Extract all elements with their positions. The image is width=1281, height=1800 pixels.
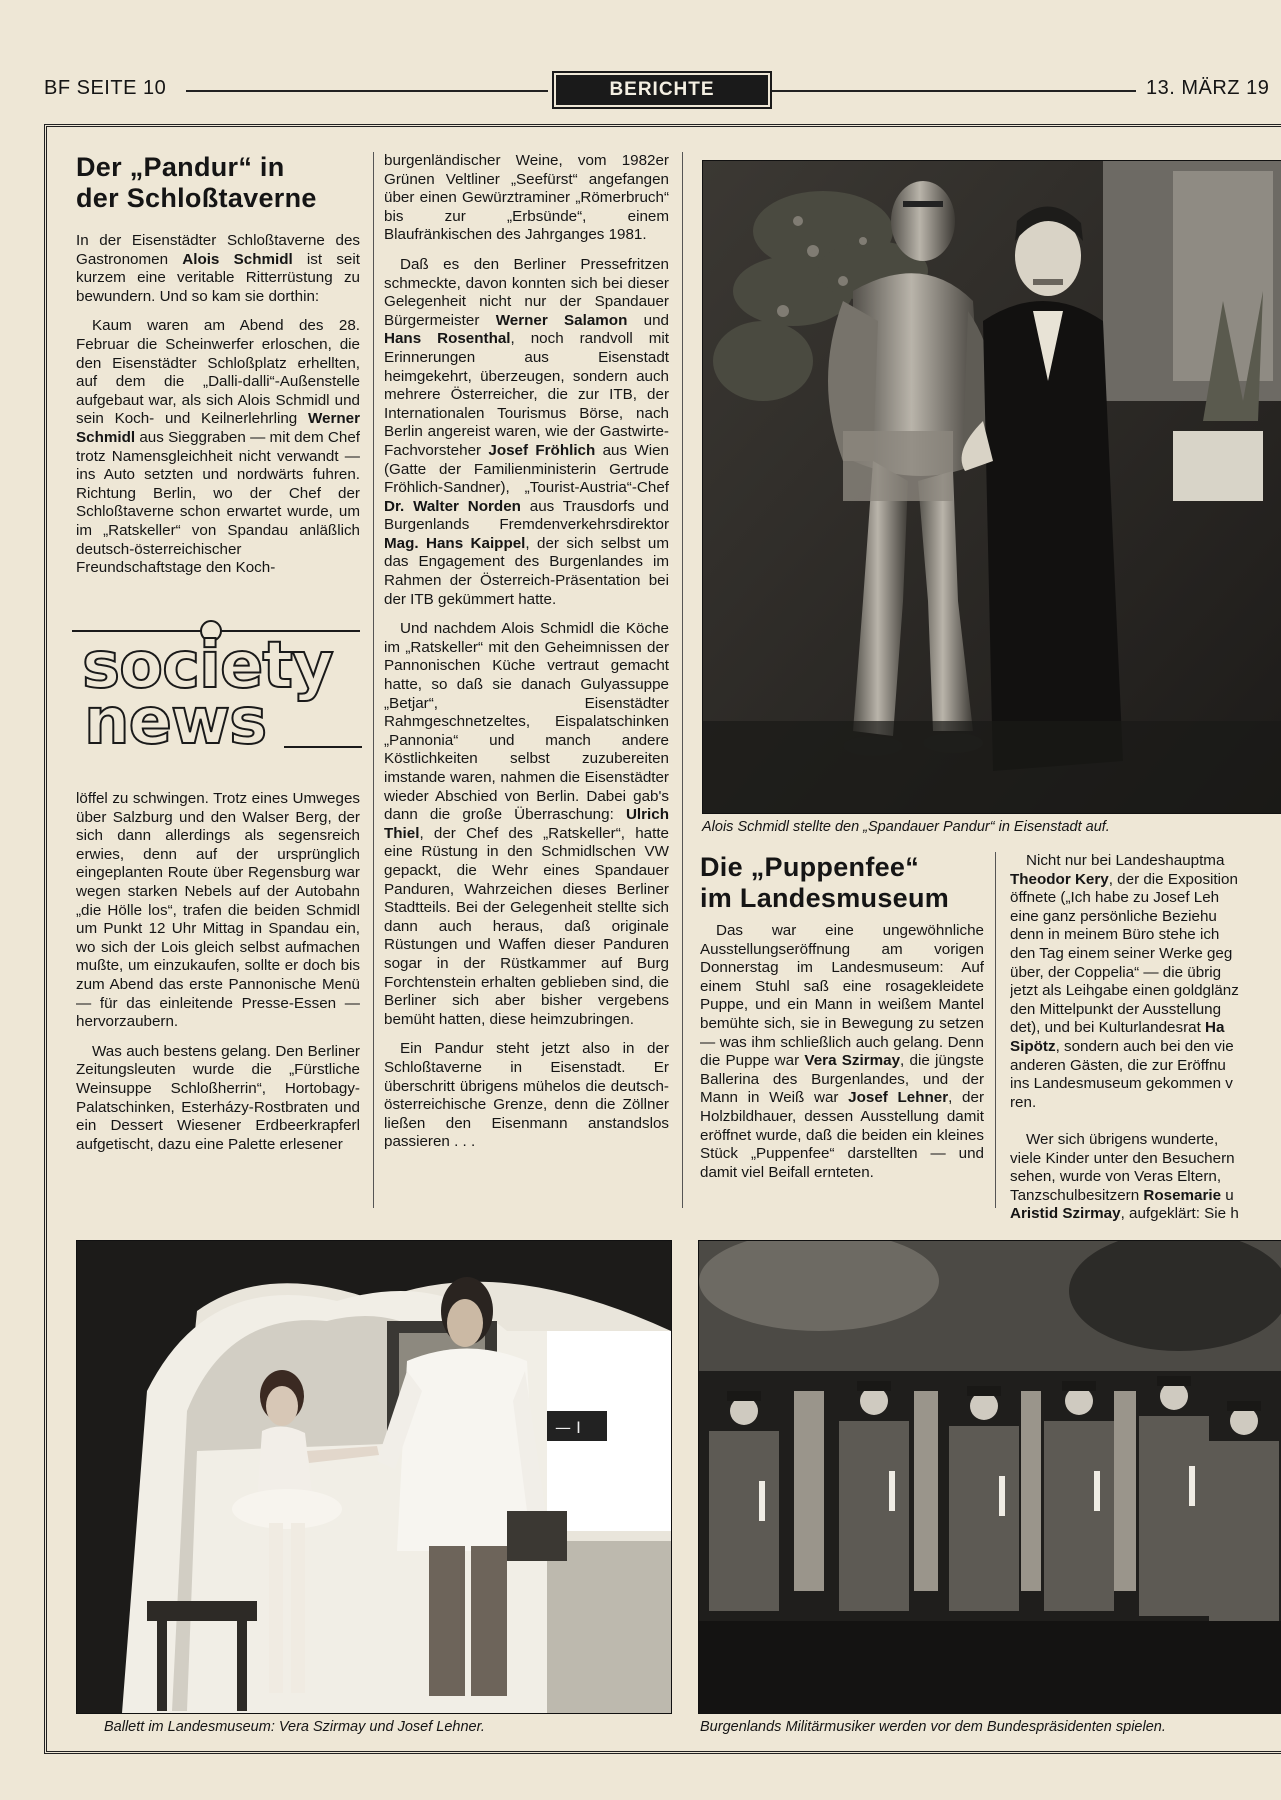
article2-col2-line: viele Kinder unter den Besuchern — [1010, 1149, 1235, 1167]
article2-col2-line: den Tag einem seiner Werke geg — [1010, 944, 1233, 962]
article1-col1-top — [76, 232, 360, 589]
military-band-photo — [698, 1240, 1281, 1714]
article2-headline-line1: Die „Puppenfee“ — [700, 852, 920, 882]
article1-col1-bottom — [76, 790, 360, 1165]
article2-col2-line: Nicht nur bei Landeshauptma — [1026, 852, 1225, 869]
article1-paragraph: Was auch bestens gelang. Den Berliner Zeitungsleuten wurde die „Fürstliche Weinsuppe Schloßherrin“, Hortobagy-Palatschinken, Esterházy-Rostbraten und ein Dessert Wiesener Erdbeerkrapferl aufgetischt, dazu eine Palette erlesener — [76, 1042, 360, 1153]
sign-text: — I — [555, 1418, 581, 1437]
article1-paragraph: Ein Pandur steht jetzt also in der Schloßtaverne in Eisenstadt. Er überschritt übrigens mühelos die deutsch-österreichische Grenze, denn die Zöllner ließen den Eisenmann anstandslos passieren . . . — [384, 1040, 669, 1151]
page-number: BF SEITE 10 — [44, 77, 167, 99]
article2-col2-line: ren. — [1010, 1093, 1037, 1111]
header-rule-left — [186, 90, 548, 92]
article1-paragraph: In der Eisenstädter Schloßtaverne des Gastronomen Alois Schmidl ist seit kurzem eine veritable Ritterrüstung zu bewundern. Und so kam sie dorthin: — [76, 232, 360, 305]
column-rule — [682, 152, 683, 1208]
article2-col2-line: Aristid Szirmay, aufgeklärt: Sie h — [1010, 1205, 1239, 1223]
ballet-photo — [76, 1240, 672, 1714]
article1-paragraph: löffel zu schwingen. Trotz eines Umweges über Salzburg und den Walser Berg, der sich dann allerdings als segensreich erwies, denn auf der ursprünglich eingeplanten Route über Regensburg war wegen starken Nebels auf der Autobahn „die Hölle los“, trafen die beiden Schmidl um Punkt 12 Uhr Mittag in Spandau ein, wo sich der Lois gleich selbst aufmachen mußte, um einzukaufen, sollte er doch bis zum Abend das erste Pannonische Menü — für das einleitende Presse-Essen — hervorzaubern. — [76, 790, 360, 1031]
section-badge: BERICHTE — [556, 75, 768, 105]
article2-col2-line: det), und bei Kulturlandesrat Ha — [1010, 1019, 1225, 1037]
article2-col2-line: Tanzschulbesitzern Rosemarie u — [1010, 1186, 1234, 1204]
article2-col2-line: jetzt als Leihgabe einen goldglänz — [1010, 982, 1239, 1000]
article2-col2-line: anderen Gästen, die zur Eröffnu — [1010, 1056, 1226, 1074]
article2-headline-line2: im Landesmuseum — [700, 883, 950, 913]
military-band-illustration — [699, 1241, 1281, 1713]
military-band-caption: Burgenlands Militärmusiker werden vor dem Bundespräsidenten spielen. — [700, 1719, 1166, 1735]
pandur-photo-caption: Alois Schmidl stellte den „Spandauer Pandur“ in Eisenstadt auf. — [702, 819, 1110, 835]
article2-col2-line: denn in meinem Büro stehe ich — [1010, 926, 1220, 944]
article1-headline-line1: Der „Pandur“ in — [76, 152, 285, 182]
article2-col2 — [1010, 852, 1281, 1224]
pandur-photo-illustration — [703, 161, 1281, 813]
society-news-logo — [72, 624, 362, 760]
pandur-photo — [702, 160, 1281, 814]
article1-headline — [76, 152, 366, 214]
article2-col1 — [700, 922, 984, 1182]
column-rule — [373, 152, 374, 1208]
logo-rule-bottom — [284, 746, 362, 748]
article1-paragraph: Kaum waren am Abend des 28. Februar die Scheinwerfer erloschen, die den Eisenstädter Schloßplatz erhellten, auf dem die „Dalli-dalli“-Außenstelle aufgebaut war, als sich Alois Schmidl und sein Koch- und Keilnerlehrling Werner Schmidl aus Sieggraben — mit dem Chef trotz Namensgleichheit nicht verwandt — ins Auto setzten und nordwärts fuhren. Richtung Berlin, wo der Chef der Schloßtaverne schon erwartet wurde, um im „Ratskeller“ von Spandau anläßlich deutsch-österreichischer Freundschaftstage den Koch- — [76, 317, 360, 577]
article2-col2-line: öffnete („Ich habe zu Josef Leh — [1010, 889, 1220, 907]
article1-paragraph: Daß es den Berliner Pressefritzen schmeckte, davon konnten sich bei dieser Gelegenheit nicht nur der Spandauer Bürgermeister Werner Salamon und Hans Rosenthal, noch randvoll mit Erinnerungen aus Eisenstadt heimgekehrt, überzeugen, sondern auch mehrere Österreicher, die zur ITB, der Internationalen Tourismus Börse, nach Berlin angereist waren, wie der Gastwirte-Fachvorsteher Josef Fröhlich aus Wien (Gatte der Familienministerin Gertrude Fröhlich-Sandner), „Tourist-Austria“-Chef Dr. Walter Norden aus Trausdorfs und Burgenlands Fremdenverkehrsdirektor Mag. Hans Kaippel, der sich selbst um das Engagement des Burgenlandes im Rahmen der Österreich-Präsentation bei der ITB gekümmert hatte. — [384, 255, 670, 608]
logo-word-news: news — [84, 685, 267, 759]
article1-col2 — [384, 152, 669, 1163]
article1-headline-line2: der Schloßtaverne — [76, 183, 317, 213]
page-date: 13. MÄRZ 19 — [1146, 77, 1270, 99]
article1-paragraph: burgenländischer Weine, vom 1982er Grünen Veltliner „Seefürst“ angefangen über einen Gewürztraminer „Römerbruch“ bis zur „Erbsünde“, einem Blaufränkischen des Jahrganges 1981. — [384, 152, 669, 244]
article2-headline — [700, 852, 1000, 914]
article2-col2-line: sehen, wurde von Veras Eltern, — [1010, 1168, 1222, 1186]
article2-col2-line: den Mittelpunkt der Ausstellung — [1010, 1000, 1222, 1018]
article2-col2-line: ins Landesmuseum gekommen v — [1010, 1075, 1233, 1093]
article2-col2-line: Wer sich übrigens wunderte, — [1026, 1130, 1219, 1148]
ballet-photo-caption: Ballett im Landesmuseum: Vera Szirmay und Josef Lehner. — [104, 1719, 485, 1735]
column-rule — [995, 852, 996, 1208]
article2-col2-line: über, der Coppelia“ — die übrig — [1010, 963, 1222, 981]
header-rule-right — [772, 90, 1136, 92]
article2-paragraph: Das war eine ungewöhnliche Ausstellungseröffnung am vorigen Donnerstag im Landesmuseum: Auf einem Stuhl saß eine rosagekleidete Puppe, und ein Mann in weißem Mantel bemühte sich, sie in Bewegung zu setzen — was ihm schließlich auch gelang. Denn die Puppe war Vera Szirmay, die jüngste Ballerina des Burgenlandes, und der Mann in Weiß war Josef Lehner, der Holzbildhauer, dessen Ausstellung damit eröffnet wurde, daß die beiden ein kleines Stück „Puppenfee“ darstellten — und damit viel Beifall ernteten. — [700, 922, 985, 1181]
article1-paragraph: Und nachdem Alois Schmidl die Köche im „Ratskeller“ mit den Geheimnissen der Pannonischen Küche vertraut gemacht hatte, so daß sie danach Gulyassuppe „Betjar“, Eisenstädter Rahmgeschnetzeltes, Eispalatschinken „Pannonia“ und manch andere Köstlichkeiten selbst zuzubereiten imstande waren, nahmen die Eisenstädter wieder Abschied von Berlin. Dabei gab's dann die große Überraschung: Ulrich Thiel, der Chef des „Ratskeller“, hatte eine Rüstung in den Schmidlschen VW gepackt, die Wehr eines Spandauer Panduren, Wahrzeichen dieses Berliner Stadtteils. Bei der Gelegenheit stellte sich dann auch heraus, daß originale Rüstungen und Waffen dieser Panduren sogar in der Rüstkammer auf Burg Forchtenstein erhalten geblieben sind, die Berliner sich aber bisher vergebens bemüht hatten, diese heimzubringen. — [384, 620, 669, 1028]
article2-col2-line — [1010, 1112, 1281, 1131]
logo-word-society: society — [82, 629, 333, 703]
ballet-photo-illustration — [77, 1241, 671, 1713]
article2-col2-line: Sipötz, sondern auch bei den vie — [1010, 1037, 1234, 1055]
article2-col2-line: eine ganz persönliche Beziehu — [1010, 907, 1217, 925]
article2-col2-line: Theodor Kery, der die Exposition — [1010, 870, 1238, 888]
